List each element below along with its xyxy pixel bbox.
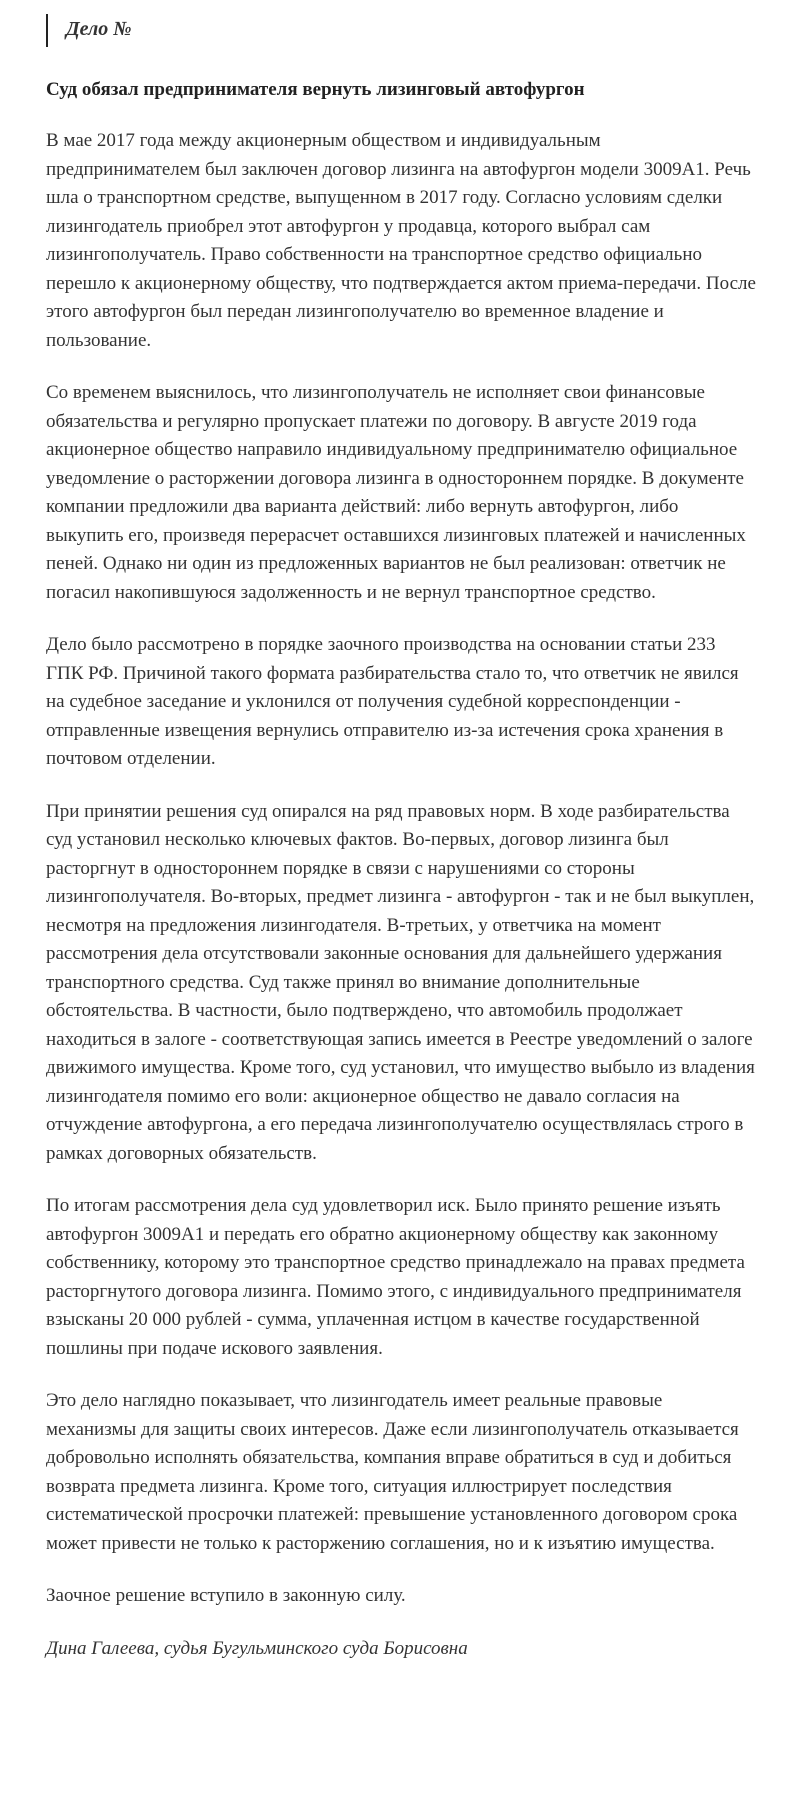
paragraph-court-decision: По итогам рассмотрения дела суд удовлетворил иск. Было принято решение изъять автофургон 3009А1 и передать его обратно акционерному обществу как законному собственнику, которому это транспортное средство принадлежало на правах предмета расторгнутого договора лизинга. Помимо этого, с индивидуального предпринимателя взысканы 20 000 рублей - сумма, уплаченная истцом в качестве государственной пошлины при подаче искового заявления.	[46, 1195, 745, 1359]
article-headline: Суд обязал предпринимателя вернуть лизинговый автофургон	[46, 79, 585, 100]
case-number-label: Дело №	[46, 14, 757, 47]
paragraph-absentee-procedure: Дело было рассмотрено в порядке заочного производства на основании статьи 233 ГПК РФ. Причиной такого формата разбирательства стало то, что ответчик не явился на судебное заседание и уклонился от получения судебной корреспонденции - отправленные извещения вернулись отправителю из-за истечения срока хранения в почтовом отделении.	[46, 634, 739, 769]
paragraph-conclusion: Это дело наглядно показывает, что лизингодатель имеет реальные правовые механизмы для защиты своих интересов. Даже если лизингополучатель отказывается добровольно исполнять обязательства, компания вправе обратиться в суд и добиться возврата предмета лизинга. Кроме того, ситуация иллюстрирует последствия систематической просрочки платежей: превышение установленного договором срока может привести не только к расторжению соглашения, но и к изъятию имущества.	[46, 1390, 739, 1554]
paragraph-decision-in-force: Заочное решение вступило в законную силу.	[46, 1585, 406, 1606]
author-signature: Дина Галеева, судья Бугульминского суда Борисовна	[46, 1637, 468, 1659]
paragraph-court-findings: При принятии решения суд опирался на ряд правовых норм. В ходе разбирательства суд установил несколько ключевых фактов. Во-первых, договор лизинга был расторгнут в одностороннем порядке в связи с нарушениями со стороны лизингополучателя. Во-вторых, предмет лизинга - автофургон - так и не был выкуплен, несмотря на предложения лизингодателя. В-третьих, у ответчика на момент рассмотрения дела отсутствовали законные основания для дальнейшего удержания транспортного средства. Суд также принял во внимание дополнительные обстоятельства. В частности, было подтверждено, что автомобиль продолжает находиться в залоге - соответствующая запись имеется в Реестре уведомлений о залоге движимого имущества. Кроме того, суд установил, что имущество выбыло из владения лизингодателя помимо его воли: акционерное общество не давало согласия на отчуждение автофургона, а его передача лизингополучателю осуществлялась строго в рамках договорных обязательств.	[46, 800, 755, 1164]
paragraph-lease-contract: В мае 2017 года между акционерным обществом и индивидуальным предпринимателем был заключен договор лизинга на автофургон модели 3009А1. Речь шла о транспортном средстве, выпущенном в 2017 году. Согласно условиям сделки лизингодатель приобрел этот автофургон у продавца, которого выбрал сам лизингополучатель. Право собственности на транспортное средство официально перешло к акционерному обществу, что подтверждается актом приема-передачи. После этого автофургон был передан лизингополучателю во временное владение и пользование.	[46, 130, 756, 351]
paragraph-payment-default: Со временем выяснилось, что лизингополучатель не исполняет свои финансовые обязательства и регулярно пропускает платежи по договору. В августе 2019 года акционерное общество направило индивидуальному предпринимателю официальное уведомление о расторжении договора лизинга в одностороннем порядке. В документе компании предложили два варианта действий: либо вернуть автофургон, либо выкупить его, произведя перерасчет оставшихся лизинговых платежей и начисленных пеней. Однако ни один из предложенных вариантов не был реализован: ответчик не погасил накопившуюся задолженность и не вернул транспортное средство.	[46, 382, 746, 603]
